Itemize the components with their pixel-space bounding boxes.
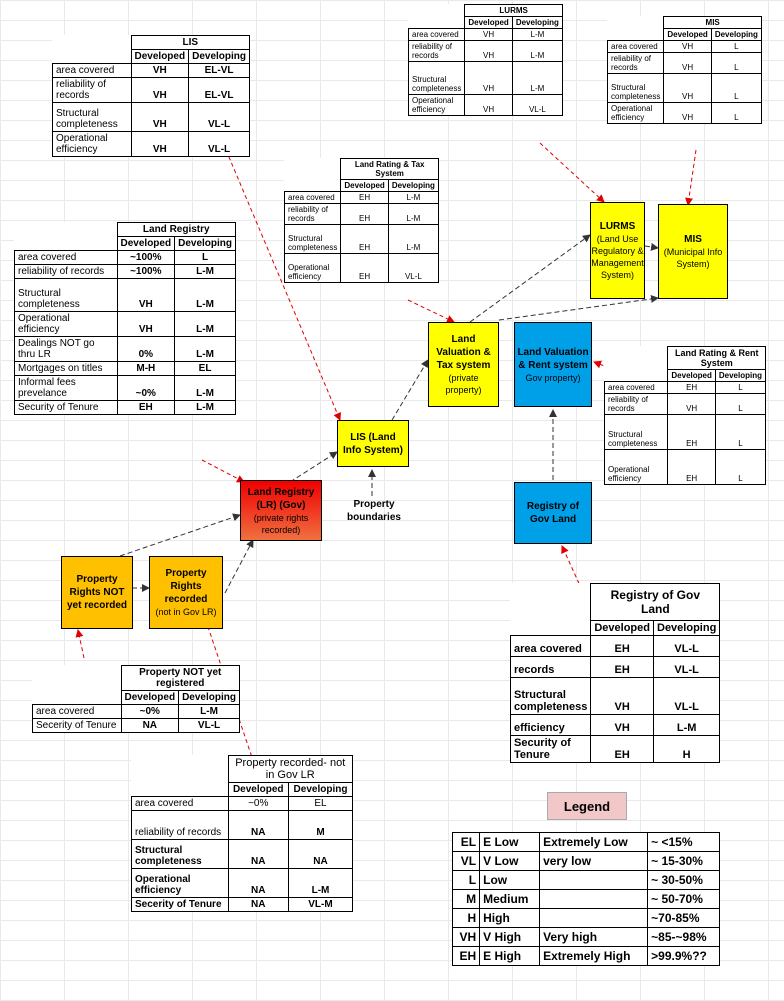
developed-value: VH [668, 394, 715, 415]
developed-header: Developed [117, 237, 175, 251]
land-rating-rent-table [604, 346, 766, 485]
developing-header: Developing [512, 17, 562, 29]
developing-value: L-M [175, 337, 236, 362]
legend-code: EH [453, 947, 480, 966]
developing-value: VL-L [654, 678, 720, 715]
property-recorded-box [149, 556, 223, 629]
row-label: area covered [608, 41, 664, 53]
legend-short: Low [480, 871, 540, 890]
box-title: Property Rights recorded [164, 568, 208, 605]
developed-header: Developed [341, 180, 388, 192]
flow-arrow [499, 298, 658, 320]
developed-value: EH [591, 636, 654, 657]
row-label: Structural completeness [132, 840, 229, 869]
row-label: Secerity of Tenure [132, 898, 229, 912]
developing-value: L [715, 450, 765, 485]
developing-header: Developing [289, 783, 353, 797]
row-label: records [511, 657, 591, 678]
developed-value: EH [341, 192, 388, 204]
developed-value: VH [465, 29, 512, 41]
developing-value: L-M [512, 62, 562, 95]
developing-value: H [654, 736, 720, 763]
developed-value: NA [228, 898, 289, 912]
lurms-box [590, 202, 645, 299]
developing-header: Developing [179, 691, 240, 705]
property-recorded-table [131, 755, 353, 912]
table-title: Land Rating & Tax System [341, 159, 439, 180]
legend-range: >99.9%?? [648, 947, 720, 966]
table-title: Property recorded- not in Gov LR [228, 756, 353, 783]
table-link [78, 630, 84, 658]
developed-value: ~0% [228, 797, 289, 811]
developing-value: EL-VL [189, 78, 250, 103]
registry-gov-land-box [514, 482, 592, 544]
developed-value: VH [131, 78, 189, 103]
developing-value: VL-L [388, 254, 438, 283]
developing-value: EL [175, 362, 236, 376]
flow-arrow [225, 540, 253, 593]
row-label: Operational efficiency [605, 450, 668, 485]
property-not-registered-table [32, 665, 240, 733]
row-label: Informal fees prevelance [15, 376, 118, 401]
developing-value: L-M [289, 869, 353, 898]
developed-value: ~100% [117, 251, 175, 265]
developing-value: L-M [175, 312, 236, 337]
developed-value: EH [341, 204, 388, 225]
developed-value: M-H [117, 362, 175, 376]
row-label: Structural completeness [409, 62, 465, 95]
developed-value: NA [121, 719, 179, 733]
developed-value: VH [465, 95, 512, 116]
legend-range: ~ <15% [648, 833, 720, 852]
legend-range: ~ 50-70% [648, 890, 720, 909]
flow-arrow [120, 515, 240, 556]
legend-code: H [453, 909, 480, 928]
developing-value: VL-L [654, 657, 720, 678]
developed-value: EH [591, 657, 654, 678]
row-label: Dealings NOT go thru LR [15, 337, 118, 362]
developing-value: M [289, 811, 353, 840]
row-label: Structural completeness [15, 279, 118, 312]
row-label: area covered [409, 29, 465, 41]
developed-header: Developed [228, 783, 289, 797]
box-title: LURMS [599, 221, 636, 232]
row-label: Structural completeness [285, 225, 341, 254]
developed-value: ~0% [121, 705, 179, 719]
developing-value: L-M [175, 279, 236, 312]
developing-value: L [175, 251, 236, 265]
developing-value: VL-L [654, 636, 720, 657]
box-subtitle: (not in Gov LR) [155, 607, 217, 617]
developed-value: VH [664, 41, 711, 53]
developing-value: VL-L [189, 132, 250, 157]
developing-value: L [711, 74, 761, 103]
box-title: Land Valuation & Tax system [436, 334, 491, 371]
property-boundaries-label: Property boundaries [347, 499, 401, 523]
lurms-table [408, 4, 563, 116]
table-title: LURMS [465, 5, 563, 17]
legend-row [453, 947, 720, 966]
row-label: Secerity of Tenure [33, 719, 122, 733]
developed-header: Developed [121, 691, 179, 705]
flow-arrow [645, 246, 658, 248]
developing-value: L [711, 41, 761, 53]
developing-value: L-M [388, 225, 438, 254]
developed-header: Developed [131, 50, 189, 64]
table-title: MIS [664, 17, 762, 29]
land-valuation-tax-box [428, 322, 499, 407]
developing-header: Developing [388, 180, 438, 192]
legend-code: L [453, 871, 480, 890]
developed-value: VH [591, 678, 654, 715]
row-label: Security of Tenure [511, 736, 591, 763]
legend-table [452, 832, 720, 966]
mis-table [607, 16, 762, 124]
row-label: efficiency [511, 715, 591, 736]
row-label: reliability of records [608, 53, 664, 74]
row-label: reliability of records [53, 78, 132, 103]
box-title: MIS [684, 234, 702, 245]
box-title: Property Rights NOT yet recorded [66, 574, 128, 611]
legend-long: Extremely Low [540, 833, 648, 852]
table-link [408, 300, 454, 322]
box-subtitle: Gov property) [525, 372, 581, 383]
legend-long [540, 871, 648, 890]
developing-value: L-M [388, 192, 438, 204]
box-subtitle: (private property) [445, 373, 482, 395]
developing-value: VL-L [512, 95, 562, 116]
legend-range: ~ 15-30% [648, 852, 720, 871]
row-label: reliability of records [285, 204, 341, 225]
developed-value: 0% [117, 337, 175, 362]
table-title: Land Rating & Rent System [668, 347, 766, 370]
developed-value: EH [117, 401, 175, 415]
row-label: area covered [511, 636, 591, 657]
developing-value: L-M [512, 29, 562, 41]
developed-value: NA [228, 869, 289, 898]
row-label: area covered [132, 797, 229, 811]
developed-value: VH [117, 279, 175, 312]
developing-header: Developing [715, 370, 765, 382]
legend-code: VL [453, 852, 480, 871]
developed-value: VH [131, 132, 189, 157]
developed-value: VH [591, 715, 654, 736]
developed-value: VH [465, 62, 512, 95]
box-title: LIS (Land Info System) [342, 431, 403, 456]
land-registry-table [14, 222, 236, 415]
developed-value: NA [228, 840, 289, 869]
developing-value: VL-L [189, 103, 250, 132]
table-title: Land Registry [117, 223, 235, 237]
developed-header: Developed [465, 17, 512, 29]
row-label: Structural completeness [605, 415, 668, 450]
legend-short: Medium [480, 890, 540, 909]
property-not-recorded-box [61, 556, 133, 629]
developing-value: L [711, 103, 761, 124]
developed-header: Developed [668, 370, 715, 382]
legend-short: E Low [480, 833, 540, 852]
lis-box [337, 420, 409, 467]
legend-short: V Low [480, 852, 540, 871]
row-label: area covered [605, 382, 668, 394]
developing-value: L-M [175, 376, 236, 401]
developed-value: ~100% [117, 265, 175, 279]
row-label: Structural completeness [511, 678, 591, 715]
developing-header: Developing [175, 237, 236, 251]
row-label: Structural completeness [53, 103, 132, 132]
table-title: Property NOT yet registered [121, 666, 240, 691]
legend-code: VH [453, 928, 480, 947]
developed-value: EH [668, 450, 715, 485]
developed-header: Developed [664, 29, 711, 41]
developing-value: L-M [175, 265, 236, 279]
box-subtitle: (private rights recorded) [253, 512, 309, 535]
land-valuation-rent-box [514, 322, 592, 407]
row-label: Operational efficiency [132, 869, 229, 898]
legend-long: Extremely High [540, 947, 648, 966]
developed-value: VH [664, 53, 711, 74]
legend-row [453, 909, 720, 928]
developing-value: EL-VL [189, 64, 250, 78]
developing-value: L [715, 415, 765, 450]
legend-row [453, 833, 720, 852]
flow-arrow [392, 360, 428, 420]
legend-row [453, 852, 720, 871]
flow-arrow [290, 452, 337, 482]
table-link [688, 150, 696, 205]
developed-value: VH [664, 103, 711, 124]
legend-range: ~ 30-50% [648, 871, 720, 890]
row-label: Structural completeness [608, 74, 664, 103]
row-label: reliability of records [132, 811, 229, 840]
land-rating-tax-table [284, 158, 439, 283]
developed-value: EH [668, 415, 715, 450]
row-label: reliability of records [605, 394, 668, 415]
developing-header: Developing [711, 29, 761, 41]
row-label: area covered [33, 705, 122, 719]
legend-long [540, 890, 648, 909]
table-link [202, 460, 244, 482]
row-label: reliability of records [409, 41, 465, 62]
developing-header: Developing [654, 621, 720, 636]
legend-row [453, 871, 720, 890]
developing-header: Developing [189, 50, 250, 64]
row-label: area covered [53, 64, 132, 78]
legend-short: E High [480, 947, 540, 966]
developed-value: ~0% [117, 376, 175, 401]
row-label: area covered [285, 192, 341, 204]
row-label: Operational efficiency [608, 103, 664, 124]
lis-table [52, 35, 250, 157]
legend-code: M [453, 890, 480, 909]
developed-value: VH [117, 312, 175, 337]
mis-box [658, 204, 728, 299]
legend-title: Legend [547, 792, 627, 820]
table-link [540, 143, 604, 202]
developing-value: VL-L [179, 719, 240, 733]
developing-value: L-M [175, 401, 236, 415]
legend-range: ~85-~98% [648, 928, 720, 947]
legend-short: High [480, 909, 540, 928]
land-registry-box [240, 480, 322, 541]
box-title: Land Valuation & Rent system [517, 346, 589, 371]
legend-short: V High [480, 928, 540, 947]
developing-value: L-M [512, 41, 562, 62]
developing-value: L [711, 53, 761, 74]
developing-value: EL [289, 797, 353, 811]
box-subtitle: (Land Use Regulatory & Management System) [591, 234, 644, 280]
legend-long: very low [540, 852, 648, 871]
developed-value: VH [465, 41, 512, 62]
developed-value: EH [341, 254, 388, 283]
row-label: Operational efficiency [53, 132, 132, 157]
developing-value: L [715, 382, 765, 394]
row-label: reliability of records [15, 265, 118, 279]
legend-long [540, 909, 648, 928]
developing-value: VL-M [289, 898, 353, 912]
developed-value: EH [668, 382, 715, 394]
legend-code: EL [453, 833, 480, 852]
developed-value: EH [341, 225, 388, 254]
row-label: Operational efficiency [15, 312, 118, 337]
box-title: Registry of Gov Land [526, 501, 580, 525]
table-title: LIS [131, 36, 249, 50]
developing-value: L-M [388, 204, 438, 225]
legend-long: Very high [540, 928, 648, 947]
developed-value: VH [664, 74, 711, 103]
registry-gov-land-table [510, 583, 720, 763]
flow-arrow [470, 235, 590, 322]
box-title: Land Registry (LR) (Gov) [247, 486, 315, 511]
developed-header: Developed [591, 621, 654, 636]
row-label: Operational efficiency [409, 95, 465, 116]
row-label: Security of Tenure [15, 401, 118, 415]
box-subtitle: (Municipal Info System) [663, 247, 723, 269]
table-title: Registry of Gov Land [591, 584, 720, 621]
legend-row [453, 928, 720, 947]
legend-range: ~70-85% [648, 909, 720, 928]
developed-value: NA [228, 811, 289, 840]
developed-value: VH [131, 103, 189, 132]
row-label: Mortgages on titles [15, 362, 118, 376]
developed-value: EH [591, 736, 654, 763]
developing-value: NA [289, 840, 353, 869]
developing-value: L [715, 394, 765, 415]
legend-row [453, 890, 720, 909]
developing-value: L-M [654, 715, 720, 736]
row-label: Operational efficiency [285, 254, 341, 283]
developed-value: VH [131, 64, 189, 78]
row-label: area covered [15, 251, 118, 265]
developing-value: L-M [179, 705, 240, 719]
